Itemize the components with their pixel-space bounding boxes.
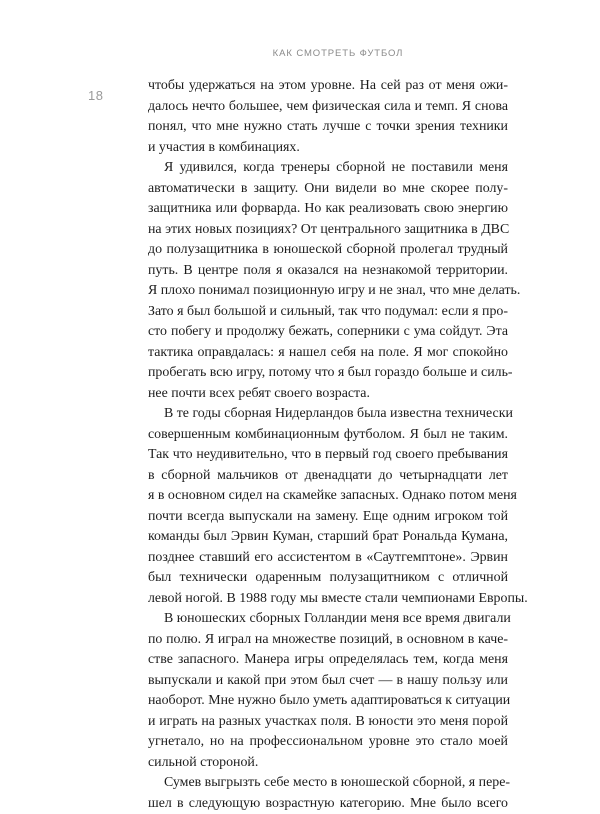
text-line: до полузащитника в юношеской сборной пролегал трудный [148, 240, 508, 261]
text-line: наоборот. Мне нужно было уметь адаптироваться к ситуации [148, 691, 508, 712]
text-line: нее почти всех ребят своего возраста. [148, 384, 508, 405]
body-text [148, 76, 508, 814]
text-line: выпускали и какой при этом был счет — в нашу пользу или [148, 671, 508, 692]
text-line: далось нечто большее, чем физическая сила и темп. Я снова [148, 97, 508, 118]
paragraph [148, 158, 508, 404]
text-line: на этих новых позициях? От центрального защитника в ДВС [148, 220, 508, 241]
text-line: почти всегда выпускали на замену. Еще одним игроком той [148, 507, 508, 528]
text-line: В юношеских сборных Голландии меня все время двигали [148, 609, 508, 630]
text-line: по полю. Я играл на множестве позиций, в основном в каче- [148, 630, 508, 651]
paragraph [148, 773, 508, 814]
text-line: позднее ставший его ассистентом в «Саутгемптоне». Эрвин [148, 548, 508, 569]
page-number: 18 [88, 88, 103, 103]
paragraph [148, 76, 508, 158]
text-line: я в основном сидел на скамейке запасных. Однако потом меня [148, 486, 508, 507]
text-line: пробегать всю игру, потому что я был гораздо больше и силь- [148, 363, 508, 384]
paragraph [148, 404, 508, 609]
text-line: Я удивился, когда тренеры сборной не поставили меня [148, 158, 508, 179]
text-line: шел в следующую возрастную категорию. Мне было всего [148, 794, 508, 814]
text-line: и участия в комбинациях. [148, 138, 508, 159]
text-line: левой ногой. В 1988 году мы вместе стали чемпионами Европы. [148, 589, 508, 610]
text-line: Зато я был большой и сильный, так что подумал: если я про- [148, 302, 508, 323]
text-line: В те годы сборная Нидерландов была известна технически [148, 404, 508, 425]
text-line: сильной стороной. [148, 753, 508, 774]
paragraph [148, 609, 508, 773]
text-line: сто побегу и продолжу бежать, соперники с ума сойдут. Эта [148, 322, 508, 343]
text-line: Сумев выгрызть себе место в юношеской сборной, я пере- [148, 773, 508, 794]
text-line: команды был Эрвин Куман, старший брат Рональда Кумана, [148, 527, 508, 548]
text-line: автоматически в защиту. Они видели во мне скорее полу- [148, 179, 508, 200]
text-line: защитника или форварда. Но как реализовать свою энергию [148, 199, 508, 220]
text-line: был технически одаренным полузащитником с отличной [148, 568, 508, 589]
text-line: стве запасного. Манера игры определялась тем, когда меня [148, 650, 508, 671]
text-line: путь. В центре поля я оказался на незнакомой территории. [148, 261, 508, 282]
text-line: Так что неудивительно, что в первый год своего пребывания [148, 445, 508, 466]
text-line: в сборной мальчиков от двенадцати до четырнадцати лет [148, 466, 508, 487]
text-line: тактика оправдалась: я нашел себя на поле. Я мог спокойно [148, 343, 508, 364]
text-line: Я плохо понимал позиционную игру и не знал, что мне делать. [148, 281, 508, 302]
text-line: чтобы удержаться на этом уровне. На сей раз от меня ожи- [148, 76, 508, 97]
text-line: совершенным комбинационным футболом. Я был не таким. [148, 425, 508, 446]
text-line: угнетало, но на профессиональном уровне это стало моей [148, 732, 508, 753]
text-line: и играть на разных участках поля. В юности это меня порой [148, 712, 508, 733]
text-line: понял, что мне нужно стать лучше с точки зрения техники [148, 117, 508, 138]
running-head: КАК СМОТРЕТЬ ФУТБОЛ [238, 48, 438, 59]
